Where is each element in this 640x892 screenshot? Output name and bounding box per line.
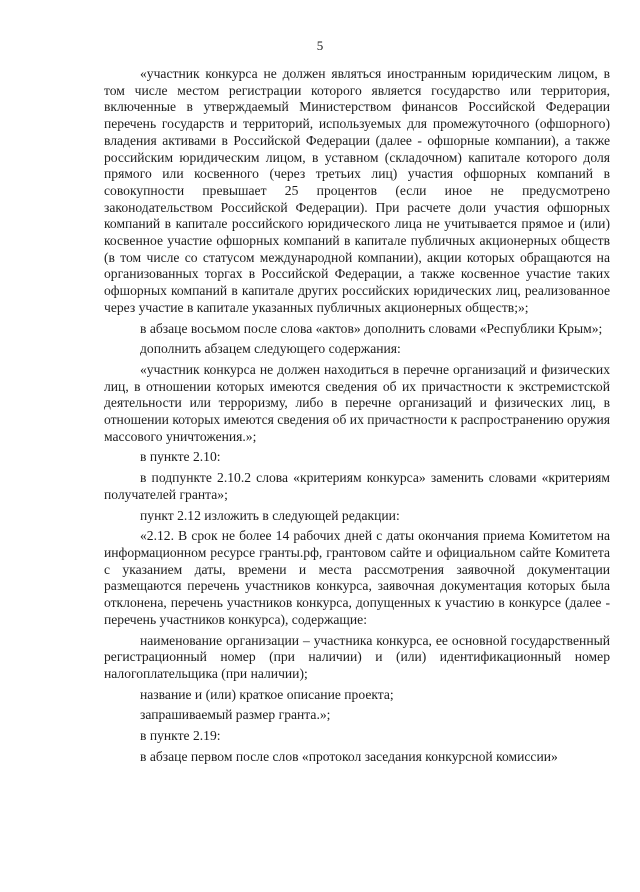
paragraph-point-2-19: в пункте 2.19: [140, 728, 221, 744]
paragraph-grant-size-item: запрашиваемый размер гранта.»; [140, 707, 331, 723]
paragraph-org-name-item: наименование организации – участника конкурса, ее основной государственный регистрационный номер (при наличии) и (или) идентификационный номер налогоплательщика (при наличии); [104, 632, 610, 681]
paragraph-point-2-12-text: «2.12. В срок не более 14 рабочих дней с даты окончания приема Комитетом на информационном ресурсе гранты.рф, грантовом сайте и официальном сайте Комитета с указанием даты, времени и места рассмотрения заявочной документации размещаются перечень участников конкурса, заявочная документация которых была отклонена, перечень участников конкурса, допущенных к участию в конкурсе (далее - перечень участников конкурса), содержащие: [104, 528, 610, 627]
paragraph-abzac-1-amendment: в абзаце первом после слов «протокол заседания конкурсной комиссии» [140, 748, 558, 764]
paragraph-project-name-item: название и (или) краткое описание проекта; [140, 686, 394, 702]
paragraph-extremism-requirement: «участник конкурса не должен находиться в перечне организаций и физических лиц, в отношении которых имеются сведения об их причастности к экстремистской деятельности или терроризму, либо в перечне организаций и физических лиц, в отношении которых имеются сведения об их причастности к распространению оружия массового уничтожения.»; [104, 361, 610, 444]
document-body [104, 66, 610, 765]
paragraph-point-2-10: в пункте 2.10: [140, 449, 221, 465]
paragraph-abzac-8-amendment: в абзаце восьмом после слова «актов» дополнить словами «Республики Крым»; [140, 320, 603, 336]
paragraph-subpoint-2-10-2: в подпункте 2.10.2 слова «критериям конкурса» заменить словами «критериям получателей гранта»; [104, 470, 610, 502]
paragraph-add-abzac: дополнить абзацем следующего содержания: [140, 341, 401, 357]
paragraph-point-2-12-intro: пункт 2.12 изложить в следующей редакции: [140, 507, 400, 523]
page-number: 5 [316, 38, 324, 53]
paragraph-offshore-requirement: «участник конкурса не должен являться иностранным юридическим лицом, в том числе местом регистрации которого является государство или территория, включенные в утверждаемый Министерством финансов Российской Федерации перечень государств и территорий, используемых для промежуточного (офшорного) владения активами в Российской Федерации (далее - офшорные компании), а также российским юридическим лицом, в уставном (складочном) капитале которого доля прямого или косвенного (через третьих лиц) участия офшорных компаний в совокупности превышает 25 процентов (если иное не предусмотрено законодательством Российской Федерации). При расчете доли участия офшорных компаний в капитале российского юридического лица не учитывается прямое и (или) косвенное участие офшорных компаний в капитале публичных акционерных обществ (в том числе со статусом международной компании), акции которых обращаются на организованных торгах в Российской Федерации, а также косвенное участие таких офшорных компаний в капитале других российских юридических лиц, реализованное через участие в капитале указанных публичных акционерных обществ;»; [104, 66, 610, 315]
